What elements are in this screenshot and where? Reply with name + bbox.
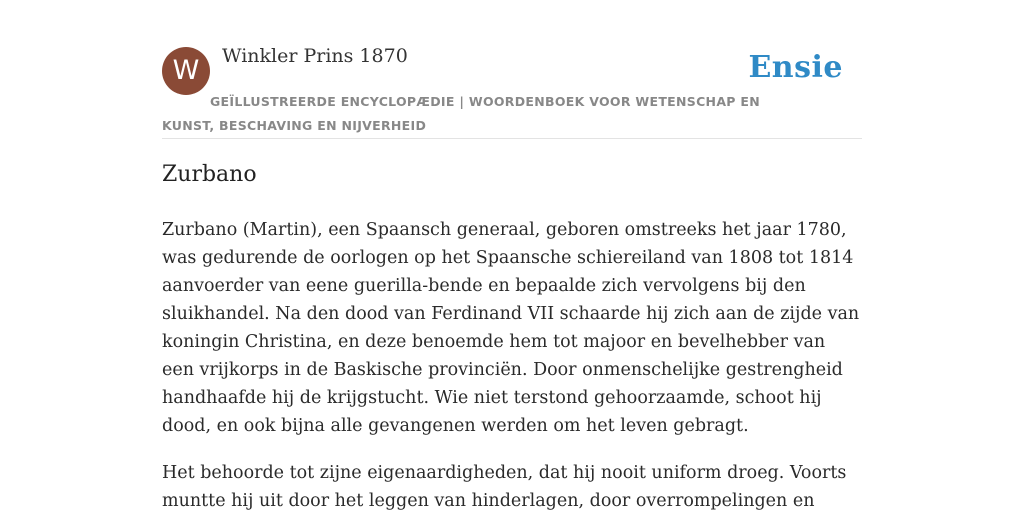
source-header — [162, 0, 862, 139]
article-title: Zurbano — [162, 162, 257, 187]
source-subtitle: GEÏLLUSTREERDE ENCYCLOPÆDIE | WOORDENBOEK VOOR WETENSCHAP EN KUNST, BESCHAVING EN NIJVERHEID — [162, 94, 760, 133]
source-title[interactable]: Winkler Prins 1870 — [222, 45, 408, 67]
ensie-logo[interactable]: Ensie — [748, 50, 843, 85]
article-paragraph: Zurbano (Martin), een Spaansch generaal, geboren omstreeks het jaar 1780, was gedurende de oorlogen op het Spaansche schiereiland van 1808 tot 1814 aanvoerder van eene guerilla-bende en bepaalde zich vervolgens bij den sluikhandel. Na den dood van Ferdinand VII schaarde hij zich aan de zijde van koningin Christina, en deze benoemde hem tot majoor en bevelhebber van een vrijkorps in de Baskische provinciën. Door onmenschelijke gestrengheid handhaafde hij de krijgstucht. Wie niet terstond gehoorzaamde, schoot hij dood, en ook bijna alle gevangenen werden om het leven gebragt. — [162, 220, 860, 436]
page — [162, 0, 862, 512]
article-body — [162, 216, 862, 512]
article-paragraph: Het behoorde tot zijne eigenaardigheden, dat hij nooit uniform droeg. Voorts muntte hij uit door het leggen van hinderlagen, door overrompelingen en — [162, 463, 847, 511]
source-avatar[interactable]: W — [162, 47, 210, 95]
